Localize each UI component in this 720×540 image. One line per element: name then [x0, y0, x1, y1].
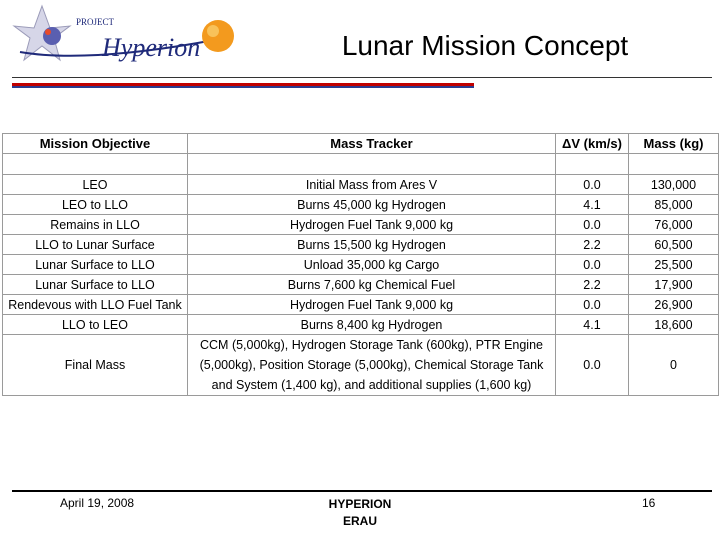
project-hyperion-logo: [10, 2, 235, 74]
cell-objective: LLO to Lunar Surface: [3, 235, 188, 255]
cell-tracker: Burns 45,000 kg Hydrogen: [188, 195, 556, 215]
header-rule: [12, 77, 712, 78]
footer-organization: [290, 496, 430, 530]
cell-mass: 60,500: [629, 235, 719, 255]
cell-tracker: Hydrogen Fuel Tank 9,000 kg: [188, 215, 556, 235]
table-row: [3, 275, 719, 295]
cell-tracker: Initial Mass from Ares V: [188, 175, 556, 195]
header-accent-blue: [12, 86, 474, 88]
cell-tracker: Burns 7,600 kg Chemical Fuel: [188, 275, 556, 295]
cell-tracker: Hydrogen Fuel Tank 9,000 kg: [188, 295, 556, 315]
footer-date: April 19, 2008: [60, 496, 135, 510]
cell-dv: 0.0: [556, 335, 629, 396]
col-mission-objective: Mission Objective: [3, 134, 188, 154]
cell-objective: LLO to LEO: [3, 315, 188, 335]
cell-dv: 0.0: [556, 215, 629, 235]
table-final-row: [3, 335, 719, 396]
cell-mass: 25,500: [629, 255, 719, 275]
cell-tracker: CCM (5,000kg), Hydrogen Storage Tank (600kg), PTR Engine (5,000kg), Position Storage (5,000kg), Chemical Storage Tank and System (1,400 kg), and additional supplies (1,600 kg): [188, 335, 556, 396]
cell-dv: 0.0: [556, 175, 629, 195]
cell-objective: Remains in LLO: [3, 215, 188, 235]
table-row: [3, 315, 719, 335]
footer-page-number: 16: [642, 496, 656, 510]
cell-objective: Lunar Surface to LLO: [3, 275, 188, 295]
cell-objective: Lunar Surface to LLO: [3, 255, 188, 275]
cell-tracker: Burns 8,400 kg Hydrogen: [188, 315, 556, 335]
col-mass: Mass (kg): [629, 134, 719, 154]
cell-objective: LEO to LLO: [3, 195, 188, 215]
cell-mass: 18,600: [629, 315, 719, 335]
col-mass-tracker: Mass Tracker: [188, 134, 556, 154]
table-spacer-row: [3, 154, 719, 175]
footer-rule: [12, 490, 712, 492]
cell-objective: Final Mass: [3, 335, 188, 396]
table-row: [3, 255, 719, 275]
cell-dv: 0.0: [556, 255, 629, 275]
cell-dv: 4.1: [556, 315, 629, 335]
cell-dv: 0.0: [556, 295, 629, 315]
cell-objective: Rendevous with LLO Fuel Tank: [3, 295, 188, 315]
cell-mass: 130,000: [629, 175, 719, 195]
cell-mass: 76,000: [629, 215, 719, 235]
logo-project-text: PROJECT: [76, 17, 115, 27]
cell-mass: 17,900: [629, 275, 719, 295]
table-header-row: [3, 134, 719, 154]
cell-objective: LEO: [3, 175, 188, 195]
table-row: [3, 175, 719, 195]
cell-dv: 2.2: [556, 235, 629, 255]
cell-dv: 2.2: [556, 275, 629, 295]
mass-tracker-table: [2, 133, 719, 396]
logo-hyperion-text: Hyperion: [102, 33, 201, 62]
table-row: [3, 195, 719, 215]
cell-tracker: Unload 35,000 kg Cargo: [188, 255, 556, 275]
footer-org-line2: ERAU: [342, 514, 377, 528]
table-row: [3, 295, 719, 315]
footer-org-line1: HYPERION: [328, 497, 392, 511]
page-title: Lunar Mission Concept: [341, 30, 629, 61]
cell-mass: 26,900: [629, 295, 719, 315]
cell-dv: 4.1: [556, 195, 629, 215]
table-row: [3, 215, 719, 235]
col-delta-v: ΔV (km/s): [556, 134, 629, 154]
table-row: [3, 235, 719, 255]
cell-mass: 85,000: [629, 195, 719, 215]
cell-mass: 0: [629, 335, 719, 396]
cell-tracker: Burns 15,500 kg Hydrogen: [188, 235, 556, 255]
